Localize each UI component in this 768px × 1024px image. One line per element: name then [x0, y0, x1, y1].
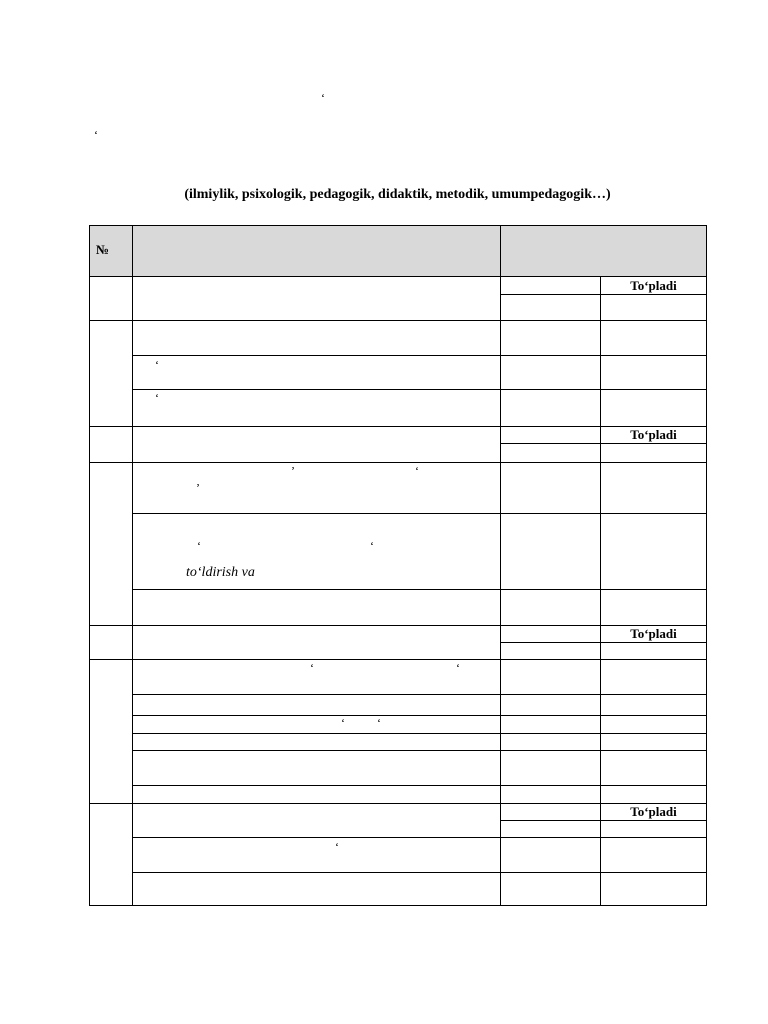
row-border — [132, 733, 707, 734]
row-border — [132, 785, 707, 786]
cell-mark: ʻ — [341, 716, 345, 730]
total-score-label: To‘pladi — [630, 804, 677, 819]
cell-mark: ʻ — [456, 661, 460, 675]
cell-mark: ʻ — [310, 661, 314, 675]
score-subrow-border — [500, 642, 707, 643]
column-divider — [500, 226, 501, 906]
document-subtitle: (ilmiylik, psixologik, pedagogik, didaktik, metodik, umumpedagogik…) — [184, 187, 611, 202]
row-border — [132, 355, 707, 356]
section-border — [89, 659, 707, 660]
section-border — [89, 320, 707, 321]
row-border — [132, 715, 707, 716]
cell-mark: ʻ — [335, 840, 339, 854]
section-border — [89, 462, 707, 463]
row-border — [132, 513, 707, 514]
score-subrow-border — [500, 443, 707, 444]
section-border — [89, 276, 707, 277]
cell-mark: ʻ — [415, 464, 419, 478]
cell-mark: ʼ — [291, 464, 295, 478]
heading-mark: ‘ — [94, 128, 98, 142]
row-border — [132, 589, 707, 590]
row-border — [132, 694, 707, 695]
total-score-label: To‘pladi — [630, 278, 677, 293]
total-score-label: To‘pladi — [630, 427, 677, 442]
heading-mark: ‘ — [321, 91, 325, 105]
score-subrow-border — [500, 820, 707, 821]
table-header-row — [90, 226, 706, 276]
section-border — [89, 426, 707, 427]
cell-mark: ʻ — [155, 358, 159, 372]
cell-mark: ʻ — [197, 539, 201, 553]
row-border — [132, 872, 707, 873]
row-border — [132, 389, 707, 390]
cell-text: toʻldirish va — [186, 565, 255, 580]
cell-mark: ʼ — [196, 481, 200, 495]
section-border — [89, 803, 707, 804]
cell-mark: ʻ — [370, 539, 374, 553]
cell-mark: ʻ — [377, 716, 381, 730]
cell-mark: ʻ — [155, 391, 159, 405]
row-border — [132, 837, 707, 838]
section-border — [89, 625, 707, 626]
score-subrow-border — [500, 294, 707, 295]
total-score-label: To‘pladi — [630, 626, 677, 641]
column-divider — [132, 226, 133, 906]
number-column-header: № — [96, 242, 110, 257]
row-border — [132, 750, 707, 751]
